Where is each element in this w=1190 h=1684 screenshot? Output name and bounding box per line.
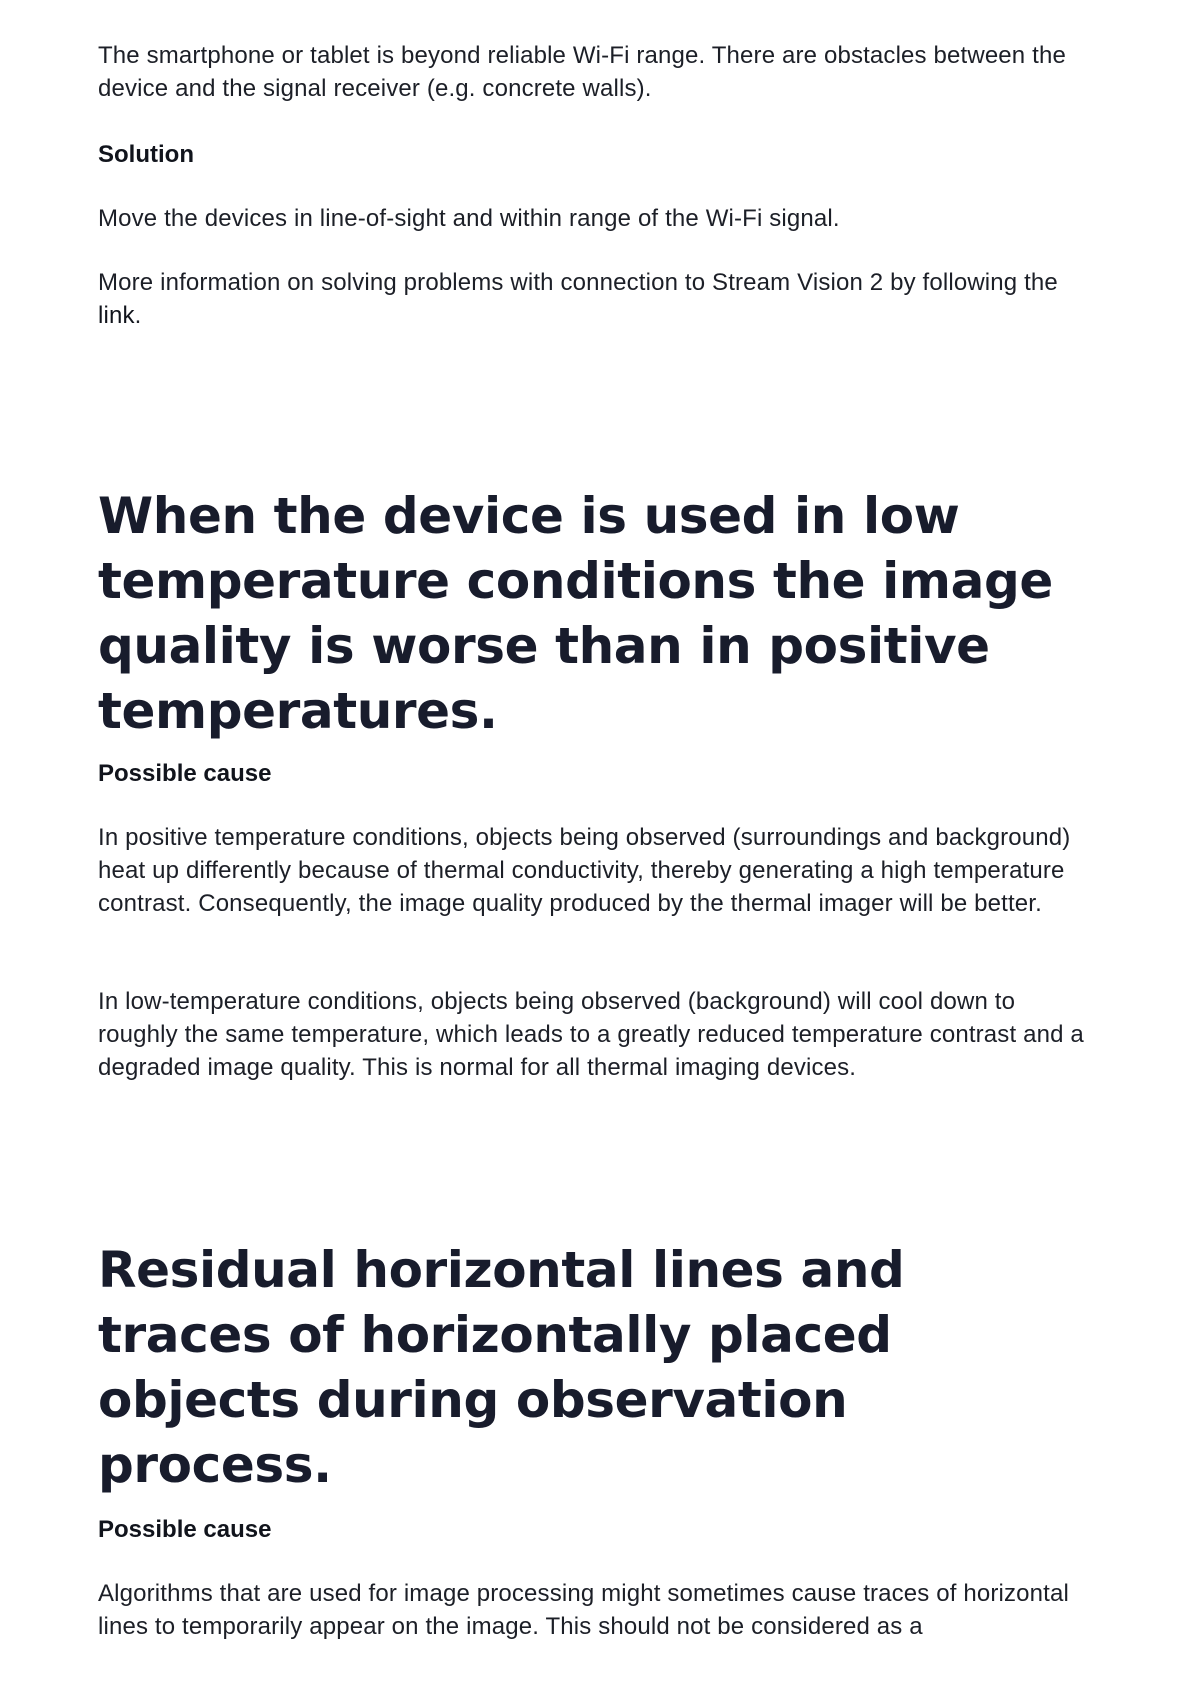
positive-temperature-paragraph: In positive temperature conditions, objects being observed (surroundings and background) heat up differently because of thermal conductivity, thereby generating a high temperature contrast. Consequently, the image quality produced by the thermal imager will be better. [98, 824, 1071, 917]
solution-text: Move the devices in line-of-sight and within range of the Wi-Fi signal. [98, 205, 840, 232]
low-temperature-heading: When the device is used in low temperature conditions the image quality is worse than in positive temperatures. [98, 487, 1053, 740]
image-processing-paragraph: Algorithms that are used for image processing might sometimes cause traces of horizontal lines to temporarily appear on the image. This should not be considered as a [98, 1580, 1069, 1640]
wifi-range-cause-text: The smartphone or tablet is beyond reliable Wi-Fi range. There are obstacles between the device and the signal receiver (e.g. concrete walls). [98, 42, 1066, 102]
stream-vision-link[interactable]: link [98, 302, 135, 329]
low-temperature-paragraph: In low-temperature conditions, objects being observed (background) will cool down to roughly the same temperature, which leads to a greatly reduced temperature contrast and a degraded image quality. This is normal for all thermal imaging devices. [98, 988, 1084, 1081]
more-info-suffix: . [134, 302, 142, 329]
more-info-text [98, 266, 1098, 332]
possible-cause-label-2: Possible cause [98, 1516, 272, 1543]
possible-cause-label: Possible cause [98, 760, 272, 787]
horizontal-lines-heading: Residual horizontal lines and traces of horizontally placed objects during observation process. [98, 1241, 905, 1494]
more-info-prefix: More information on solving problems with connection to Stream Vision 2 by following the [98, 269, 1058, 296]
solution-label: Solution [98, 141, 194, 168]
